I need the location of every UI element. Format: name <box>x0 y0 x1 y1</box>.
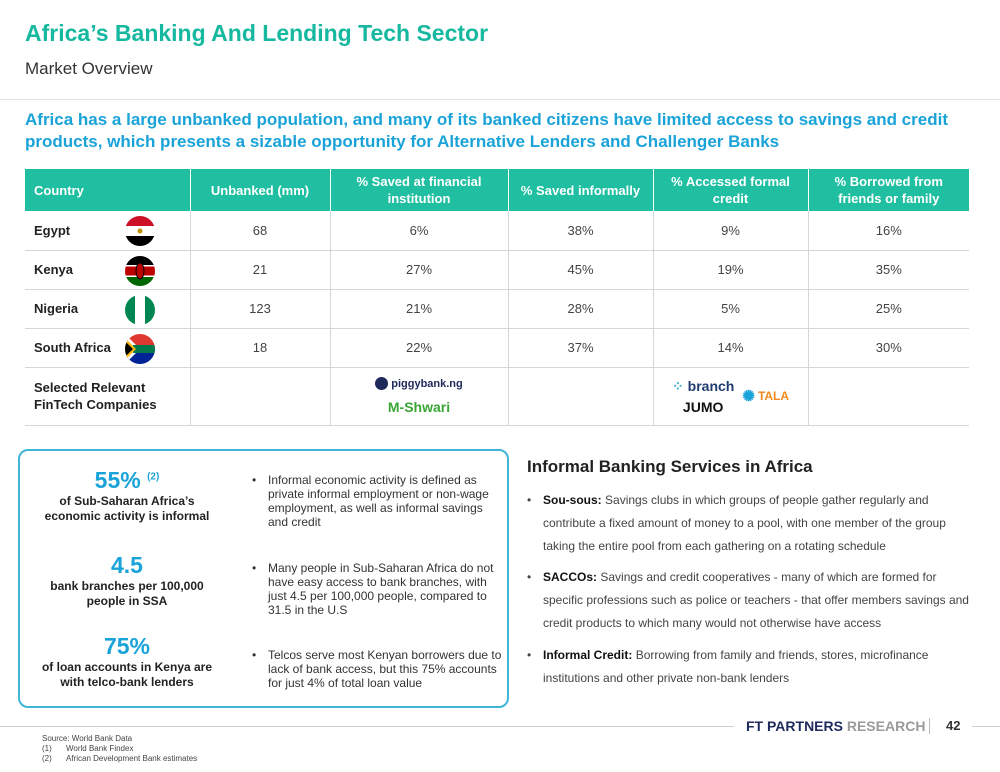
footnote: (2) African Development Bank estimates <box>42 754 198 763</box>
credit-logos <box>654 378 808 415</box>
country-cell <box>25 328 190 367</box>
col-header: % Saved informally <box>508 169 653 211</box>
country-cell <box>25 250 190 289</box>
country-name: South Africa <box>34 340 111 355</box>
table-cell: 35% <box>808 250 969 289</box>
definition: Savings and credit cooperatives - many of which are formed for specific professions such as police or teachers - that offer members savings and credit products to which many would not otherwise have access <box>543 570 969 630</box>
banking-table <box>25 169 969 426</box>
col-header: % Borrowed from friends or family <box>808 169 969 211</box>
stat-description: of loan accounts in Kenya are with telco-bank lenders <box>41 660 213 689</box>
term: SACCOs: <box>543 570 598 584</box>
table-cell: 28% <box>508 289 653 328</box>
table-cell: 22% <box>330 328 508 367</box>
country-cell <box>25 211 190 250</box>
col-header: Unbanked (mm) <box>190 169 330 211</box>
footer-divider <box>0 726 734 727</box>
kenya-flag-icon <box>125 256 155 286</box>
stat-note: • Informal economic activity is defined as private informal employment or non-wage employment, as well as informal savings and credit <box>252 473 502 529</box>
definition: Savings clubs in which groups of people gather regularly and contribute a fixed amount of money to a pool, with one member of the group taking the entire pool from each gathering on a rotating schedule <box>543 493 946 553</box>
footer-separator <box>929 718 930 734</box>
table-cell: 123 <box>190 289 330 328</box>
col-header: % Accessed formal credit <box>653 169 808 211</box>
table-cell: 21% <box>330 289 508 328</box>
south-africa-flag-icon <box>125 334 155 364</box>
stat-informal-economy <box>34 467 220 524</box>
country-cell <box>25 289 190 328</box>
table-row <box>25 328 969 367</box>
egypt-flag-icon <box>125 216 155 246</box>
col-header: Country <box>25 169 190 211</box>
stat-note: • Telcos serve most Kenyan borrowers due to lack of bank access, but this 75% accounts for just 4% of total loan value <box>252 648 502 690</box>
country-name: Nigeria <box>34 301 79 316</box>
page-number: 42 <box>946 718 961 733</box>
source-line: Source: World Bank Data <box>42 734 133 743</box>
table-cell: 5% <box>653 289 808 328</box>
branch-icon: ⁘ <box>671 377 684 394</box>
table-cell: 19% <box>653 250 808 289</box>
term: Informal Credit: <box>543 648 633 662</box>
table-cell: 9% <box>653 211 808 250</box>
branch-logo <box>672 378 734 395</box>
brand-logo <box>746 718 925 734</box>
table-cell: 37% <box>508 328 653 367</box>
table-row <box>25 250 969 289</box>
header-divider <box>0 99 1000 100</box>
page-subtitle: Market Overview <box>25 59 153 78</box>
brand-ft: FT PARTNERS <box>746 718 843 734</box>
stat-value: 4.5 <box>111 552 143 578</box>
stat-note: • Many people in Sub-Saharan Africa do not have easy access to bank branches, with just 4.5 per 100,000 people, compared to 31.5 in the U.S <box>252 561 502 617</box>
nigeria-flag-icon <box>125 295 155 325</box>
table-cell: 21 <box>190 250 330 289</box>
table-cell: 38% <box>508 211 653 250</box>
table-cell: 25% <box>808 289 969 328</box>
fintech-companies-row <box>25 367 969 425</box>
table-cell <box>190 367 330 425</box>
table-cell <box>508 367 653 425</box>
footnote: (1) World Bank Findex <box>42 744 134 753</box>
informal-services-title: Informal Banking Services in Africa <box>527 457 813 476</box>
page-title: Africa’s Banking And Lending Tech Sector <box>25 20 489 46</box>
credit-logos-stack <box>672 378 734 415</box>
table-cell: 27% <box>330 250 508 289</box>
stat-bank-branches <box>34 552 220 609</box>
list-item <box>527 566 977 635</box>
sources <box>42 734 197 764</box>
table-cell: 14% <box>653 328 808 367</box>
stat-description: bank branches per 100,000 people in SSA <box>50 579 204 608</box>
tala-icon: ✺ <box>742 388 755 405</box>
col-header: % Saved at financial institution <box>330 169 508 211</box>
table-header-row <box>25 169 969 211</box>
table-cell: 68 <box>190 211 330 250</box>
table-cell: 45% <box>508 250 653 289</box>
term: Sou-sous: <box>543 493 602 507</box>
country-name: Egypt <box>34 222 71 238</box>
headline: Africa has a large unbanked population, and many of its banked citizens have limited access to savings and credit products, which presents a sizable opportunity for Alternative Lenders and Challenger Banks <box>25 110 948 151</box>
piggybank-icon <box>375 377 388 390</box>
list-item <box>527 644 977 690</box>
table-cell: 18 <box>190 328 330 367</box>
branch-name: branch <box>687 378 735 394</box>
table-row <box>25 211 969 250</box>
table-cell: 16% <box>808 211 969 250</box>
mshwari-logo: M-Shwari <box>387 399 451 415</box>
tala-name: TALA <box>757 389 790 403</box>
table-cell: 30% <box>808 328 969 367</box>
table-cell <box>808 367 969 425</box>
table-cell: 6% <box>330 211 508 250</box>
brand-research: RESEARCH <box>846 718 926 734</box>
tala-logo <box>742 387 789 405</box>
stats-panel <box>18 449 509 708</box>
stat-description: of Sub-Saharan Africa’s economic activity is informal <box>44 494 210 523</box>
stat-value: 75% <box>103 633 151 659</box>
stat-telco-loans <box>34 633 220 690</box>
country-name: Kenya <box>34 262 74 277</box>
definition: Borrowing from family and friends, stores, microfinance institutions and other private non-bank lenders <box>543 648 929 685</box>
jumo-logo: JUMO <box>682 398 724 415</box>
piggybank-name: piggybank.ng <box>391 377 463 390</box>
piggybank-logo <box>375 377 463 390</box>
stat-value: 55% $^{(2)}$ <box>94 467 160 493</box>
footer-divider <box>972 726 1000 727</box>
savings-logos-cell <box>330 367 508 425</box>
list-item <box>527 489 977 558</box>
table-row <box>25 289 969 328</box>
companies-label: Selected Relevant FinTech Companies <box>25 367 190 425</box>
footnote-ref: (2) <box>147 471 160 483</box>
credit-logos-cell <box>653 367 808 425</box>
